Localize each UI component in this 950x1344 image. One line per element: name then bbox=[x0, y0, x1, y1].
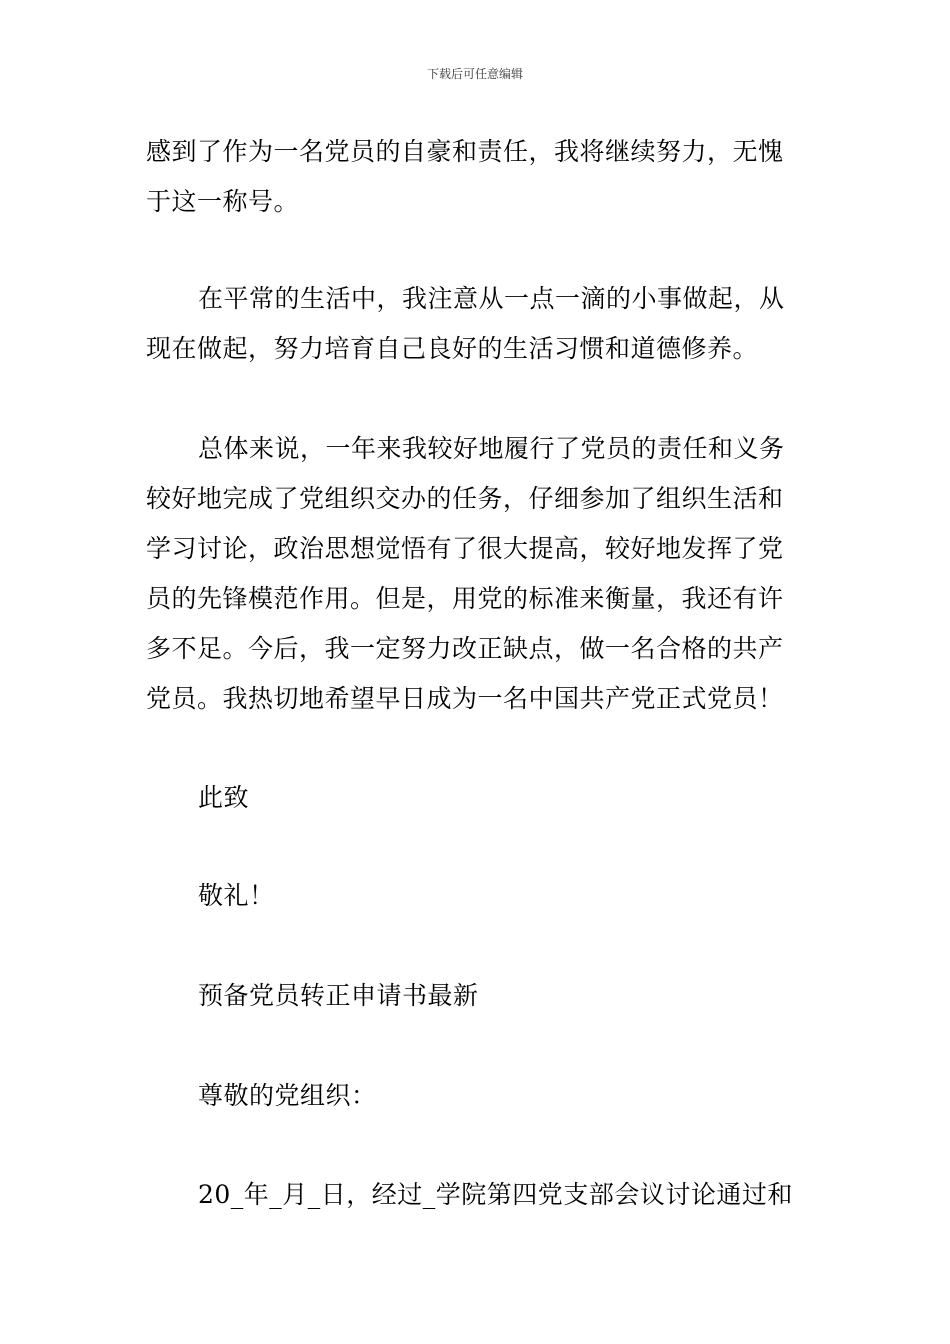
paragraph-date: 20_年_月_日，经过_学院第四党支部会议讨论通过和 bbox=[198, 1180, 793, 1209]
section-title: 预备党员转正申请书最新 bbox=[198, 981, 479, 1010]
greeting: 尊敬的党组织： bbox=[198, 1081, 377, 1110]
closing-regards: 敬礼！ bbox=[198, 881, 275, 910]
paragraph-3: 总体来说，一年来我较好地履行了党员的责任和义务较好地完成了党组织交办的任务，仔细参加了组织生活和学习讨论，政治思想觉悟有了很大提高，较好地发挥了党员的先锋模范作用。但是，用党的标准来衡量，我还有许多不足。今后，我一定努力改正缺点，做一名合格的共产党员。我热切地希望早日成为一名中国共产党正式党员！ bbox=[146, 434, 785, 713]
paragraph-2: 在平常的生活中，我注意从一点一滴的小事做起，从现在做起，努力培育自己良好的生活习惯和道德修养。 bbox=[146, 284, 785, 363]
paragraph-1: 感到了作为一名党员的自豪和责任，我将继续努力，无愧于这一称号。 bbox=[146, 137, 784, 216]
closing-salutation: 此致 bbox=[198, 783, 250, 812]
page-header: 下载后可任意编辑 bbox=[426, 67, 523, 81]
